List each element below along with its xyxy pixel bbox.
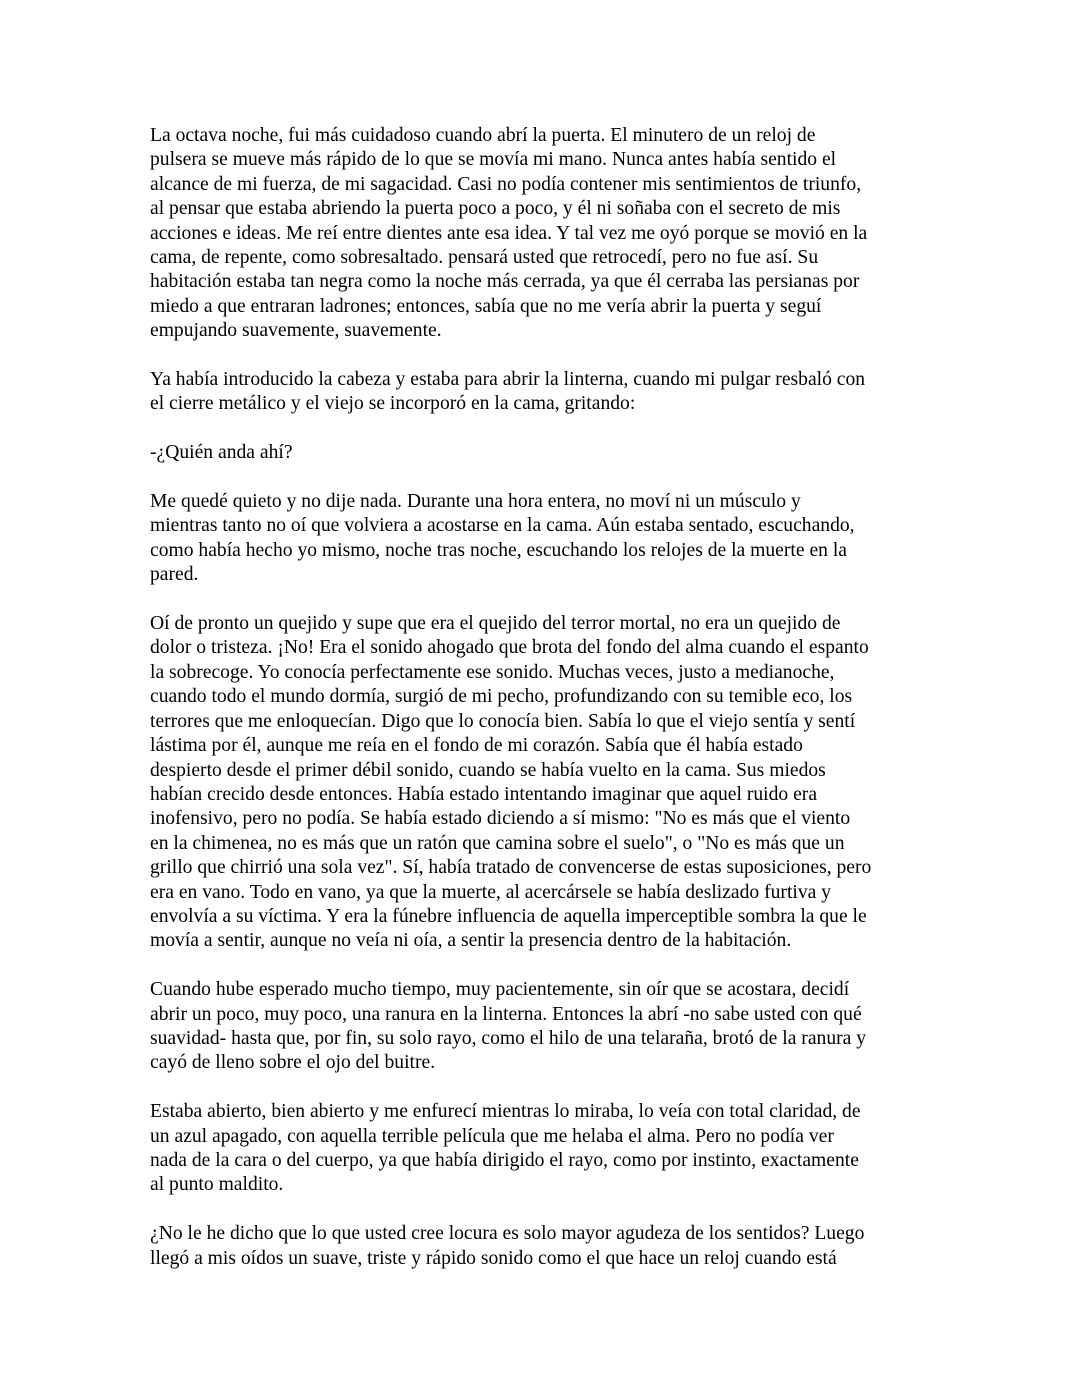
text-line: ¿No le he dicho que lo que usted cree locura es solo mayor agudeza de los sentidos? Luego — [150, 1223, 865, 1245]
text-line: mientras tanto no oí que volviera a acostarse en la cama. Aún estaba sentado, escuchando, — [150, 515, 855, 537]
text-line: como había hecho yo mismo, noche tras noche, escuchando los relojes de la muerte en la — [150, 539, 847, 561]
text-line: suavidad- hasta que, por fin, su solo rayo, como el hilo de una telaraña, brotó de la ranura y — [150, 1027, 867, 1049]
text-line: pared. — [150, 564, 199, 586]
text-line: al pensar que estaba abriendo la puerta poco a poco, y él ni soñaba con el secreto de mis — [150, 198, 841, 220]
text-line: habitación estaba tan negra como la noche más cerrada, ya que él cerraba las persianas por — [150, 271, 860, 293]
text-line: envolvía a su víctima. Y era la fúnebre influencia de aquella imperceptible sombra la que le — [150, 905, 867, 927]
text-line: era en vano. Todo en vano, ya que la muerte, al acercársele se había deslizado furtiva y — [150, 881, 832, 903]
paragraph — [150, 1100, 940, 1198]
paragraph — [150, 368, 940, 417]
text-line: en la chimenea, no es más que un ratón que camina sobre el suelo", o "No es más que un — [150, 832, 845, 854]
paragraph — [150, 612, 940, 954]
text-line: empujando suavemente, suavemente. — [150, 320, 442, 342]
paragraph — [150, 978, 940, 1076]
paragraph — [150, 441, 940, 465]
text-line: nada de la cara o del cuerpo, ya que había dirigido el rayo, como por instinto, exactamente — [150, 1149, 859, 1171]
document-page — [150, 124, 940, 1295]
text-line: terrores que me enloquecían. Digo que lo conocía bien. Sabía lo que el viejo sentía y sentí — [150, 710, 856, 732]
text-line: cuando todo el mundo dormía, surgió de mi pecho, profundizando con su temible eco, los — [150, 686, 853, 708]
text-line: La octava noche, fui más cuidadoso cuando abrí la puerta. El minutero de un reloj de — [150, 125, 816, 146]
text-line: la sobrecoge. Yo conocía perfectamente ese sonido. Muchas veces, justo a medianoche, — [150, 661, 835, 683]
text-line: llegó a mis oídos un suave, triste y rápido sonido como el que hace un reloj cuando está — [150, 1247, 837, 1269]
text-line: abrir un poco, muy poco, una ranura en la linterna. Entonces la abrí -no sabe usted con qué — [150, 1003, 862, 1025]
text-line: movía a sentir, aunque no veía ni oía, a sentir la presencia dentro de la habitación. — [150, 930, 792, 952]
text-line: lástima por él, aunque me reía en el fondo de mi corazón. Sabía que él había estado — [150, 735, 803, 757]
paragraph — [150, 1222, 940, 1271]
document-body — [150, 124, 940, 1271]
text-line: Oí de pronto un quejido y supe que era el quejido del terror mortal, no era un quejido de — [150, 613, 841, 635]
text-line: pulsera se mueve más rápido de lo que se movía mi mano. Nunca antes había sentido el — [150, 149, 837, 171]
text-line: grillo que chirrió una sola vez". Sí, había tratado de convencerse de estas suposiciones, pero — [150, 857, 872, 879]
text-line: Cuando hube esperado mucho tiempo, muy pacientemente, sin oír que se acostara, decidí — [150, 979, 850, 1001]
paragraph — [150, 490, 940, 588]
text-line: inofensivo, pero no podía. Se había estado diciendo a sí mismo: "No es más que el viento — [150, 808, 851, 830]
text-line: acciones e ideas. Me reí entre dientes ante esa idea. Y tal vez me oyó porque se movió en la — [150, 222, 868, 244]
text-line: alcance de mi fuerza, de mi sagacidad. Casi no podía contener mis sentimientos de triunfo, — [150, 173, 862, 195]
text-line: Me quedé quieto y no dije nada. Durante una hora entera, no moví ni un músculo y — [150, 491, 801, 513]
text-line: el cierre metálico y el viejo se incorporó en la cama, gritando: — [150, 393, 636, 415]
text-line: Estaba abierto, bien abierto y me enfurecí mientras lo miraba, lo veía con total claridad, de — [150, 1101, 861, 1123]
text-line: -¿Quién anda ahí? — [150, 442, 293, 464]
text-line: un azul apagado, con aquella terrible película que me helaba el alma. Pero no podía ver — [150, 1125, 834, 1147]
paragraph — [150, 124, 940, 344]
text-line: al punto maldito. — [150, 1174, 284, 1196]
text-line: cayó de lleno sobre el ojo del buitre. — [150, 1052, 436, 1074]
text-line: habían crecido desde entonces. Había estado intentando imaginar que aquel ruido era — [150, 783, 818, 805]
text-line: Ya había introducido la cabeza y estaba para abrir la linterna, cuando mi pulgar resbaló con — [150, 369, 866, 391]
text-line: despierto desde el primer débil sonido, cuando se había vuelto en la cama. Sus miedos — [150, 759, 826, 781]
text-line: cama, de repente, como sobresaltado. pensará usted que retrocedí, pero no fue así. Su — [150, 247, 819, 269]
text-line: miedo a que entraran ladrones; entonces, sabía que no me vería abrir la puerta y seguí — [150, 295, 822, 317]
text-line: dolor o tristeza. ¡No! Era el sonido ahogado que brota del fondo del alma cuando el espanto — [150, 637, 869, 659]
